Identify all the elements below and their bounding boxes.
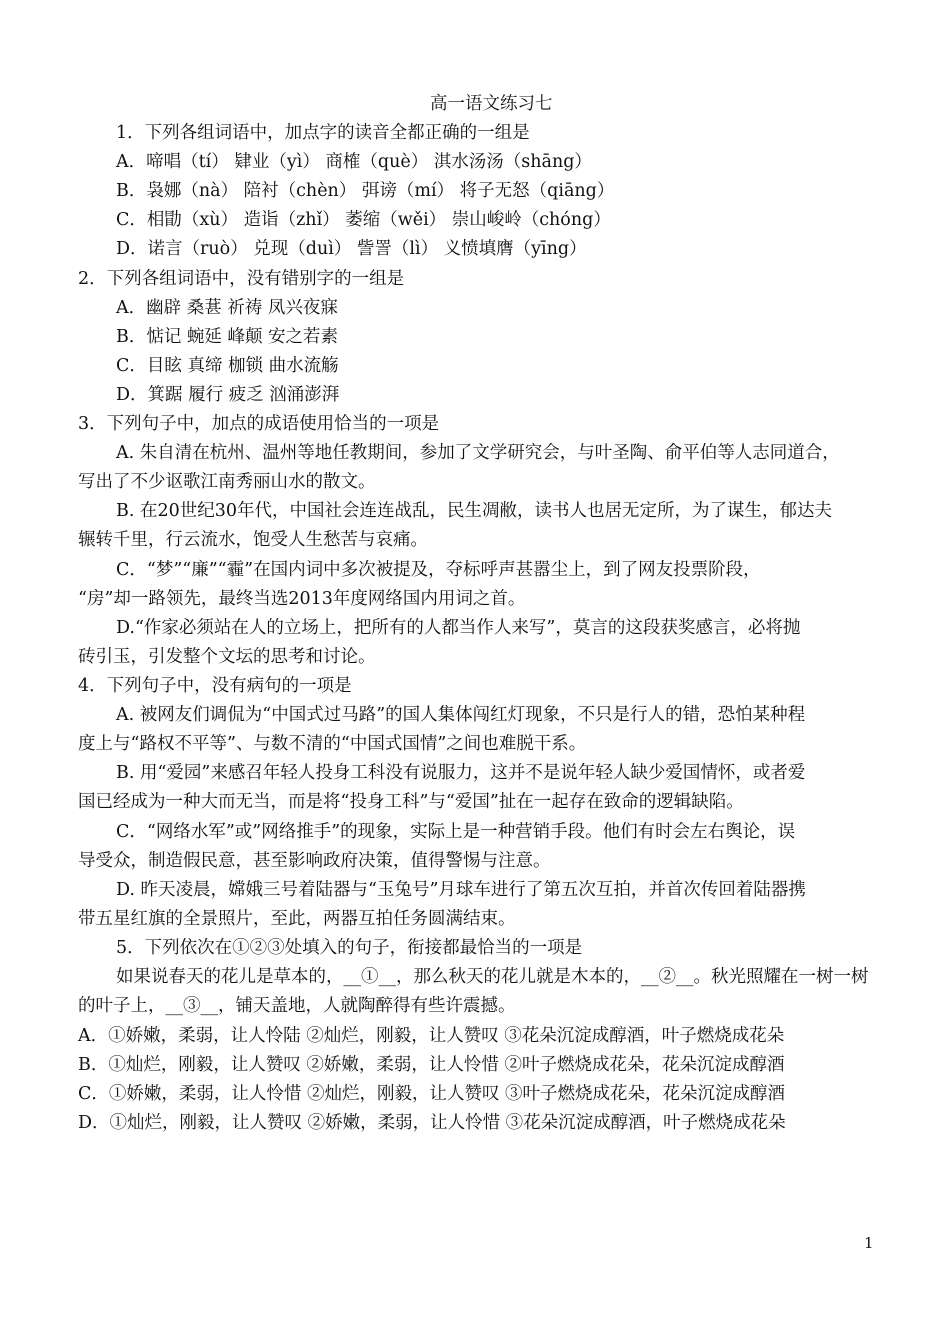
- q4-line: A. 被网友们调侃为“中国式过马路”的国人集体闯红灯现象，不只是行人的错，恐怕某种程: [116, 705, 806, 725]
- q3-line: 砖引玉，引发整个文坛的思考和讨论。: [78, 647, 376, 667]
- q3-line: 写出了不少讴歌江南秀丽山水的散文。: [78, 472, 376, 492]
- q4-line: 导受众，制造假民意，甚至影响政府决策，值得警惕与注意。: [78, 851, 551, 871]
- q1-option-c: C．相勖（xù） 造诣（zhǐ） 萎缩（wěi） 崇山峻岭（chóng）: [116, 210, 611, 230]
- q4-line: B. 用“爱园”来感召年轻人投身工科没有说服力，这并不是说年轻人缺少爱国情怀，或者爱: [116, 763, 806, 783]
- q3-line: A. 朱自清在杭州、温州等地任教期间，参加了文学研究会，与叶圣陶、俞平伯等人志同道合，: [116, 443, 840, 463]
- q5-option-c: C．①娇嫩，柔弱，让人怜惜 ②灿烂，刚毅，让人赞叹 ③叶子燃烧成花朵，花朵沉淀成醇酒: [78, 1084, 786, 1104]
- q4-line: 度上与“路权不平等”、与数不清的“中国式国情”之间也难脱干系。: [78, 734, 587, 754]
- q5-passage: 的叶子上，__③__，铺天盖地，人就陶醉得有些许震撼。: [78, 996, 516, 1016]
- question-1-stem: 1．下列各组词语中，加点字的读音全都正确的一组是: [116, 123, 530, 143]
- question-3-stem: 3．下列句子中，加点的成语使用恰当的一项是: [78, 414, 440, 434]
- q3-line: D.“作家必须站在人的立场上，把所有的人都当作人来写”，莫言的这段获奖感言，必将抛: [116, 618, 801, 638]
- page-number: 1: [864, 1234, 874, 1252]
- q2-option-a: A．幽辟 桑葚 祈祷 凤兴夜寐: [116, 298, 338, 318]
- q1-option-a: A．啼唱（tí） 肄业（yì） 商榷（què） 淇水汤汤（shāng）: [116, 152, 592, 172]
- q4-line: 国已经成为一种大而无当，而是将“投身工科”与“爱国”扯在一起存在致命的逻辑缺陷。: [78, 792, 744, 812]
- question-4-stem: 4．下列句子中，没有病句的一项是: [78, 676, 352, 696]
- q4-line: D. 昨天凌晨，嫦娥三号着陆器与“玉兔号”月球车进行了第五次互拍，并首次传回着陆器携: [116, 880, 806, 900]
- question-2-stem: 2．下列各组词语中，没有错别字的一组是: [78, 269, 405, 289]
- q5-option-d: D．①灿烂，刚毅，让人赞叹 ②娇嫩，柔弱，让人怜惜 ③花朵沉淀成醇酒，叶子燃烧成花朵: [78, 1113, 786, 1133]
- q3-line: 辗转千里，行云流水，饱受人生愁苦与哀痛。: [78, 530, 428, 550]
- q2-option-c: C．目眩 真缔 枷锁 曲水流觞: [116, 356, 339, 376]
- q5-option-a: A．①娇嫩，柔弱，让人怜陆 ②灿烂，刚毅，让人赞叹 ③花朵沉淀成醇酒，叶子燃烧成花朵: [78, 1026, 785, 1046]
- q2-option-d: D．箕踞 履行 疲乏 汹涌澎湃: [116, 385, 340, 405]
- q5-passage: 如果说春天的花儿是草本的，__①__，那么秋天的花儿就是木本的，__②__。秋光照耀在一树一树: [116, 967, 869, 987]
- page-title: 高一语文练习七: [430, 94, 553, 114]
- q3-line: B. 在20世纪30年代，中国社会连连战乱，民生凋敝，读书人也居无定所，为了谋生，郁达夫: [116, 501, 833, 521]
- q5-option-b: B．①灿烂，刚毅，让人赞叹 ②娇嫩，柔弱，让人怜惜 ②叶子燃烧成花朵，花朵沉淀成醇酒: [78, 1055, 785, 1075]
- question-5-stem: 5．下列依次在①②③处填入的句子，衔接都最恰当的一项是: [116, 938, 583, 958]
- q1-option-d: D．诺言（ruò） 兑现（duì） 訾詈（lì） 义愤填膺（yīng）: [116, 239, 587, 259]
- q1-option-b: B．袅娜（nà） 陪衬（chèn） 弭谤（mí） 将子无怒（qiāng）: [116, 181, 615, 201]
- q4-line: C．“网络水军”或”网络推手”的现象，实际上是一种营销手段。他们有时会左右舆论，误: [116, 822, 796, 842]
- q4-line: 带五星红旗的全景照片，至此，两器互拍任务圆满结束。: [78, 909, 516, 929]
- q3-line: C．“梦”“廉”“霾”在国内词中多次被提及，夺标呼声甚嚣尘上，到了网友投票阶段，: [116, 560, 761, 580]
- q3-line: “房”却一路领先，最终当选2013年度网络国内用词之首。: [78, 589, 526, 609]
- q2-option-b: B．惦记 蜿延 峰颠 安之若素: [116, 327, 339, 347]
